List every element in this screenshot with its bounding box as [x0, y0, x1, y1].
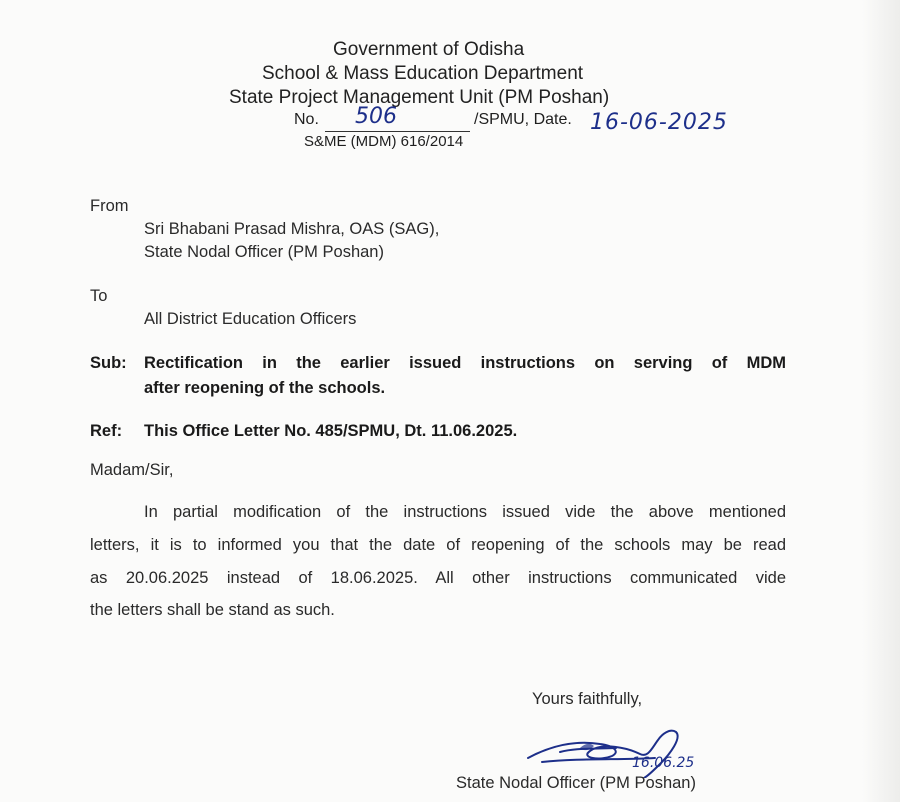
to-label: To [90, 287, 108, 305]
body-line-3: as 20.06.2025 instead of 18.06.2025. All other instructions communicated vide [90, 569, 786, 587]
letter-number-label: No. [294, 111, 319, 128]
letter-number-underline [325, 131, 470, 132]
subject-line-2: after reopening of the schools. [144, 379, 386, 397]
file-reference: S&ME (MDM) 616/2014 [304, 133, 464, 150]
body-line-1: In partial modification of the instructions issued vide the above mentioned [144, 503, 786, 521]
header-government: Government of Odisha [333, 39, 525, 60]
from-label: From [90, 197, 129, 215]
sender-name: Sri Bhabani Prasad Mishra, OAS (SAG), [144, 220, 440, 238]
subject-label: Sub: [90, 354, 127, 372]
signature-date: 16.06.25 [632, 755, 695, 771]
closing-yours-faithfully: Yours faithfully, [532, 690, 643, 708]
letter-number-handwritten: 506 [355, 104, 397, 129]
reference-label: Ref: [90, 422, 123, 440]
recipient: All District Education Officers [144, 310, 357, 328]
reference-text: This Office Letter No. 485/SPMU, Dt. 11.06.2025. [144, 422, 518, 440]
salutation: Madam/Sir, [90, 461, 174, 479]
letter-number-suffix: /SPMU, Date. [474, 111, 572, 128]
page-edge-shadow [862, 0, 900, 802]
subject-line-1: Rectification in the earlier issued instructions on serving of MDM [144, 354, 786, 372]
body-line-2: letters, it is to informed you that the date of reopening of the schools may be read [90, 536, 786, 554]
body-line-4: the letters shall be stand as such. [90, 601, 335, 619]
sender-designation: State Nodal Officer (PM Poshan) [144, 243, 384, 261]
header-unit: State Project Management Unit (PM Poshan) [229, 87, 610, 108]
header-department: School & Mass Education Department [262, 63, 584, 84]
letter-date-handwritten: 16-06-2025 [590, 110, 728, 135]
closing-signatory: State Nodal Officer (PM Poshan) [456, 774, 696, 792]
